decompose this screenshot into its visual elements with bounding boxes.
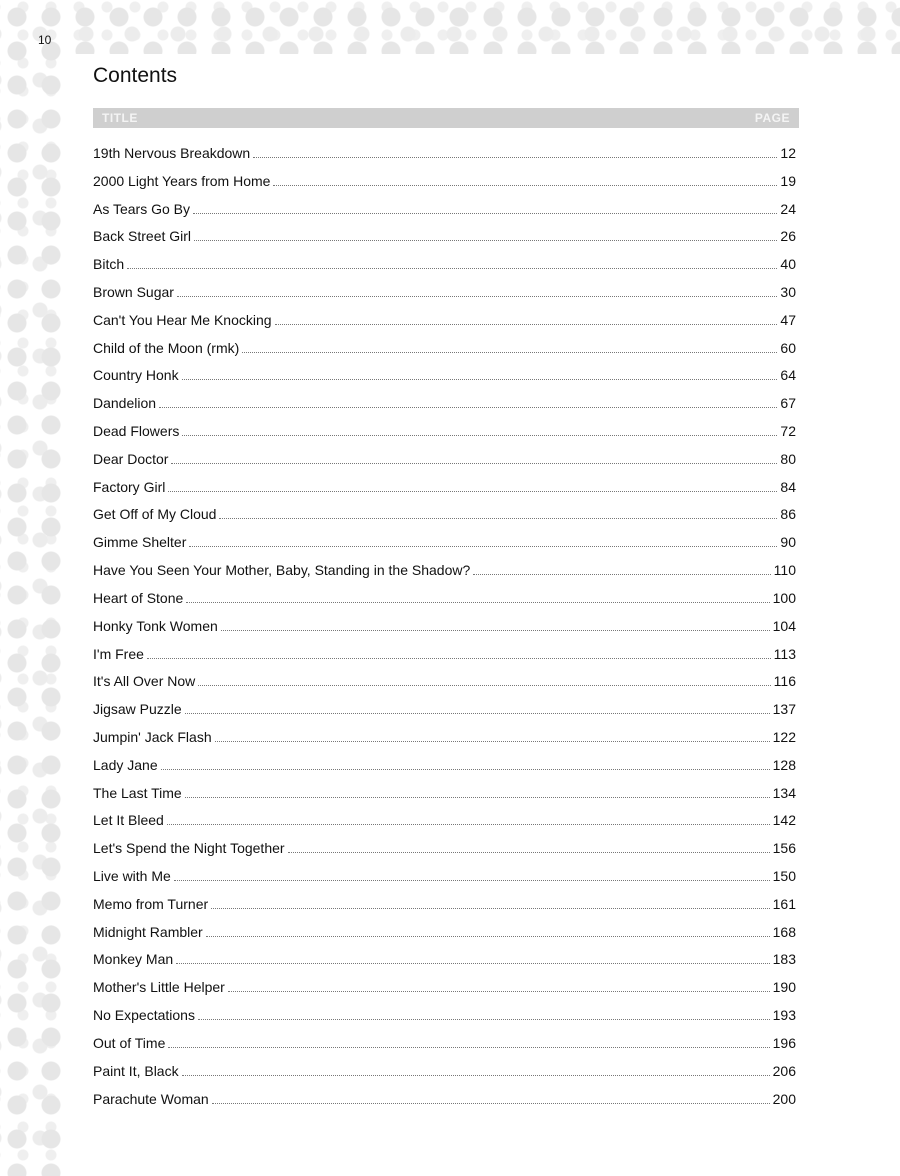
- toc-page: 60: [780, 339, 796, 356]
- toc-page: 183: [772, 951, 796, 968]
- toc-page: 134: [772, 784, 796, 801]
- dot-leader: [185, 796, 770, 798]
- toc-row[interactable]: [93, 389, 796, 417]
- toc-page: 64: [780, 367, 796, 384]
- toc-row[interactable]: [93, 250, 796, 278]
- dot-leader: [253, 156, 777, 158]
- toc-title: Dead Flowers: [93, 423, 180, 440]
- dot-leader: [198, 684, 770, 686]
- toc-page: 19: [780, 172, 796, 189]
- toc-title: Let's Spend the Night Together: [93, 840, 285, 857]
- dot-leader: [167, 823, 770, 825]
- dot-leader: [273, 184, 777, 186]
- dot-leader: [221, 629, 770, 631]
- toc-row[interactable]: [93, 501, 796, 529]
- toc-title: Country Honk: [93, 367, 179, 384]
- toc-row[interactable]: [93, 167, 796, 195]
- toc-row[interactable]: [93, 417, 796, 445]
- toc-row[interactable]: [93, 362, 796, 390]
- toc-page: 80: [780, 450, 796, 467]
- toc-row[interactable]: [93, 306, 796, 334]
- toc-row[interactable]: [93, 918, 796, 946]
- toc-title: Lady Jane: [93, 756, 158, 773]
- toc-title: It's All Over Now: [93, 673, 196, 690]
- dot-leader: [171, 462, 777, 464]
- dot-leader: [275, 323, 778, 325]
- dot-leader: [212, 1102, 770, 1104]
- toc-page: 104: [772, 617, 796, 634]
- toc-page: 12: [780, 144, 796, 161]
- toc-row[interactable]: [93, 612, 796, 640]
- toc-page: 142: [772, 812, 796, 829]
- toc-title: The Last Time: [93, 784, 182, 801]
- toc-row[interactable]: [93, 584, 796, 612]
- dot-leader: [185, 712, 770, 714]
- toc-title: Factory Girl: [93, 478, 166, 495]
- toc-title: 19th Nervous Breakdown: [93, 144, 251, 161]
- toc-title: Monkey Man: [93, 951, 174, 968]
- dot-leader: [219, 517, 777, 519]
- toc-title: Out of Time: [93, 1034, 166, 1051]
- dot-leader: [176, 962, 769, 964]
- dot-leader: [193, 212, 777, 214]
- toc-row[interactable]: [93, 973, 796, 1001]
- dot-leader: [127, 267, 777, 269]
- dot-leader: [177, 295, 777, 297]
- dot-leader: [168, 1046, 769, 1048]
- toc-row[interactable]: [93, 946, 796, 974]
- toc-page: 161: [772, 895, 796, 912]
- toc-page: 72: [780, 423, 796, 440]
- toc-title: Bitch: [93, 256, 125, 273]
- header-title-label: TITLE: [102, 111, 138, 125]
- toc-title: Dear Doctor: [93, 450, 169, 467]
- toc-row[interactable]: [93, 1001, 796, 1029]
- toc-row[interactable]: [93, 640, 796, 668]
- toc-page: 86: [780, 506, 796, 523]
- toc-row[interactable]: [93, 723, 796, 751]
- toc-page: 47: [780, 311, 796, 328]
- toc-row[interactable]: [93, 222, 796, 250]
- dot-leader: [242, 351, 777, 353]
- toc-row[interactable]: [93, 1085, 796, 1113]
- dot-leader: [159, 406, 777, 408]
- toc-page: 113: [773, 645, 796, 662]
- toc-page: 168: [772, 923, 796, 940]
- toc-row[interactable]: [93, 278, 796, 306]
- toc-title: Honky Tonk Women: [93, 617, 218, 634]
- toc-page: 156: [772, 840, 796, 857]
- toc-page: 67: [780, 395, 796, 412]
- contents-list: [93, 139, 796, 1112]
- toc-row[interactable]: [93, 862, 796, 890]
- toc-page: 200: [772, 1090, 796, 1107]
- toc-page: 196: [772, 1034, 796, 1051]
- toc-page: 206: [772, 1062, 796, 1079]
- dot-leader: [186, 601, 769, 603]
- toc-page: 40: [780, 256, 796, 273]
- toc-row[interactable]: [93, 890, 796, 918]
- toc-title: I'm Free: [93, 645, 144, 662]
- toc-row[interactable]: [93, 695, 796, 723]
- toc-title: Midnight Rambler: [93, 923, 203, 940]
- toc-title: Parachute Woman: [93, 1090, 209, 1107]
- dot-leader: [198, 1018, 770, 1020]
- toc-title: Dandelion: [93, 395, 157, 412]
- toc-title: Can't You Hear Me Knocking: [93, 311, 272, 328]
- dot-leader: [473, 573, 770, 575]
- toc-title: 2000 Light Years from Home: [93, 172, 271, 189]
- toc-row[interactable]: [93, 751, 796, 779]
- toc-row[interactable]: [93, 834, 796, 862]
- dot-leader: [211, 907, 770, 909]
- toc-page: 24: [780, 200, 796, 217]
- toc-page: 110: [773, 562, 796, 579]
- toc-page: 190: [772, 979, 796, 996]
- toc-row[interactable]: [93, 807, 796, 835]
- toc-page: 116: [773, 673, 796, 690]
- toc-title: Have You Seen Your Mother, Baby, Standing in the Shadow?: [93, 562, 471, 579]
- toc-title: Brown Sugar: [93, 283, 174, 300]
- dot-leader: [189, 545, 777, 547]
- toc-row[interactable]: [93, 445, 796, 473]
- toc-page: 122: [772, 728, 796, 745]
- toc-page: 30: [780, 283, 796, 300]
- toc-row[interactable]: [93, 139, 796, 167]
- toc-title: Live with Me: [93, 868, 171, 885]
- dot-leader: [182, 378, 778, 380]
- page-number: 10: [38, 33, 52, 47]
- dot-leader: [228, 990, 770, 992]
- toc-title: Jumpin' Jack Flash: [93, 728, 212, 745]
- toc-title: Get Off of My Cloud: [93, 506, 217, 523]
- toc-row[interactable]: [93, 528, 796, 556]
- dot-leader: [174, 879, 770, 881]
- toc-page: 193: [772, 1007, 796, 1024]
- dot-leader: [182, 1074, 770, 1076]
- toc-page: 128: [772, 756, 796, 773]
- dot-leader: [206, 935, 770, 937]
- toc-row[interactable]: [93, 1057, 796, 1085]
- toc-page: 150: [772, 868, 796, 885]
- toc-title: Jigsaw Puzzle: [93, 701, 182, 718]
- dot-leader: [168, 490, 777, 492]
- dot-leader: [215, 740, 770, 742]
- toc-row[interactable]: [93, 667, 796, 695]
- toc-row[interactable]: [93, 556, 796, 584]
- toc-page: 100: [772, 589, 796, 606]
- toc-page: 90: [780, 534, 796, 551]
- toc-row[interactable]: [93, 334, 796, 362]
- toc-title: Child of the Moon (rmk): [93, 339, 240, 356]
- toc-title: Paint It, Black: [93, 1062, 179, 1079]
- toc-title: Heart of Stone: [93, 589, 184, 606]
- dot-leader: [194, 239, 777, 241]
- toc-row[interactable]: [93, 779, 796, 807]
- toc-page: 26: [780, 228, 796, 245]
- toc-row[interactable]: [93, 473, 796, 501]
- dot-leader: [161, 768, 770, 770]
- toc-title: No Expectations: [93, 1007, 195, 1024]
- toc-row[interactable]: [93, 1029, 796, 1057]
- contents-header-bar: [93, 108, 799, 128]
- toc-title: Back Street Girl: [93, 228, 192, 245]
- header-page-label: PAGE: [754, 111, 790, 125]
- dot-leader: [147, 657, 771, 659]
- dot-leader: [182, 434, 777, 436]
- toc-title: Mother's Little Helper: [93, 979, 225, 996]
- toc-page: 137: [772, 701, 796, 718]
- toc-title: Gimme Shelter: [93, 534, 187, 551]
- toc-title: Let It Bleed: [93, 812, 164, 829]
- toc-title: Memo from Turner: [93, 895, 209, 912]
- toc-title: As Tears Go By: [93, 200, 191, 217]
- toc-row[interactable]: [93, 195, 796, 223]
- toc-page: 84: [780, 478, 796, 495]
- page-title: Contents: [93, 64, 178, 87]
- dot-leader: [288, 851, 770, 853]
